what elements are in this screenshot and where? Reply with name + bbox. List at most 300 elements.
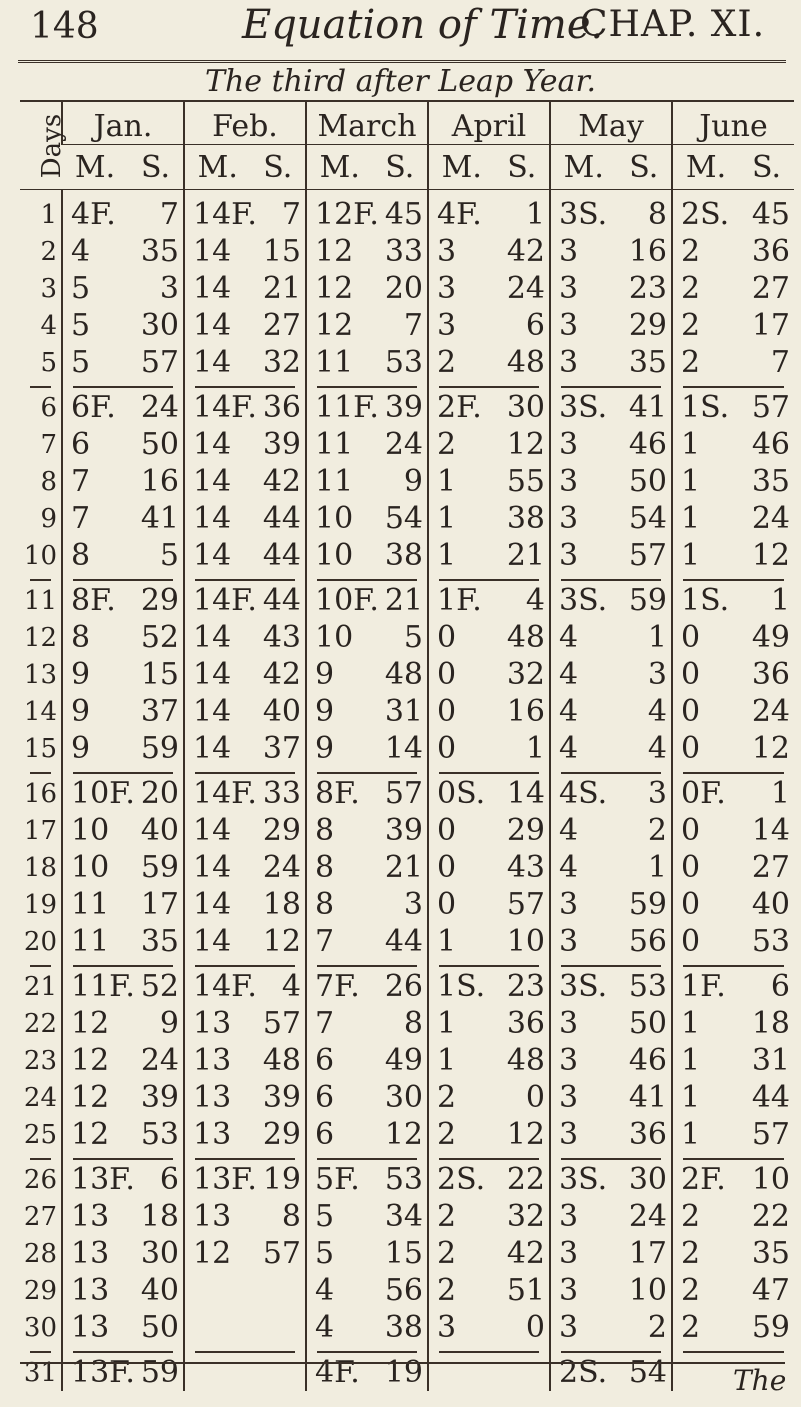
seconds-value: 56 xyxy=(628,924,667,959)
minutes-value: 1 xyxy=(437,538,457,573)
minutes-value: 1F. xyxy=(681,969,726,1004)
seconds-value: 57 xyxy=(384,776,423,811)
minutes-value: 4F. xyxy=(437,197,482,232)
table-cell xyxy=(550,619,672,656)
seconds-value: 41 xyxy=(628,1080,667,1115)
minutes-label: M. xyxy=(441,149,482,185)
minutes-value: 12 xyxy=(315,308,354,343)
table-cell xyxy=(306,923,428,960)
seconds-value: 29 xyxy=(262,1117,301,1152)
seconds-value: 15 xyxy=(262,234,301,269)
table-cell xyxy=(184,233,306,270)
seconds-value: 1 xyxy=(525,731,545,766)
seconds-value: 17 xyxy=(628,1236,667,1271)
seconds-value: 40 xyxy=(140,813,179,848)
day-number: 28 xyxy=(23,1238,57,1269)
minutes-value: 4 xyxy=(315,1310,335,1345)
seconds-value: 48 xyxy=(506,345,545,380)
table-cell xyxy=(672,582,794,619)
equation-table xyxy=(20,100,794,1391)
seconds-value: 14 xyxy=(384,731,423,766)
minutes-value: 14 xyxy=(193,813,232,848)
day-number: 11 xyxy=(23,585,57,616)
month-header: May xyxy=(550,101,672,145)
minutes-value: 1 xyxy=(681,1117,701,1152)
minutes-value: 3 xyxy=(559,271,579,306)
day-column-header xyxy=(20,101,68,190)
table-cell xyxy=(550,849,672,886)
day-number: 5 xyxy=(40,347,57,378)
minutes-value: 11F. xyxy=(71,969,135,1004)
seconds-value: 32 xyxy=(506,1199,545,1234)
table-cell xyxy=(550,463,672,500)
seconds-value: 48 xyxy=(384,657,423,692)
minutes-value: 2 xyxy=(437,1080,457,1115)
table-cell xyxy=(672,307,794,344)
seconds-value: 4 xyxy=(647,694,667,729)
minutes-value: 4 xyxy=(71,234,91,269)
minutes-value: 3 xyxy=(559,1199,579,1234)
table-cell xyxy=(672,389,794,426)
seconds-value: 12 xyxy=(751,731,790,766)
seconds-value: 59 xyxy=(628,583,667,618)
seconds-value: 8 xyxy=(647,197,667,232)
table-cell xyxy=(428,1272,550,1309)
table-row xyxy=(20,923,794,960)
minutes-value: 1S. xyxy=(681,583,730,618)
table-row xyxy=(20,307,794,344)
table-cell xyxy=(550,1005,672,1042)
minutes-seconds-header xyxy=(306,145,428,190)
seconds-value: 48 xyxy=(262,1043,301,1078)
table-cell xyxy=(184,619,306,656)
table-row xyxy=(20,270,794,307)
minutes-value: 4 xyxy=(559,694,579,729)
seconds-value: 31 xyxy=(751,1043,790,1078)
minutes-value: 14 xyxy=(193,887,232,922)
seconds-value: 50 xyxy=(140,427,179,462)
table-cell xyxy=(428,1161,550,1198)
minutes-value: 0 xyxy=(681,620,701,655)
seconds-value: 6 xyxy=(159,1162,179,1197)
table-row xyxy=(20,537,794,574)
table-cell xyxy=(306,849,428,886)
minutes-value: 0 xyxy=(681,850,701,885)
day-number: 22 xyxy=(23,1008,57,1039)
seconds-value: 21 xyxy=(262,271,301,306)
seconds-value: 52 xyxy=(140,620,179,655)
seconds-value: 1 xyxy=(647,850,667,885)
minutes-value: 2 xyxy=(437,345,457,380)
seconds-value: 53 xyxy=(384,1162,423,1197)
minutes-value: 3 xyxy=(559,1117,579,1152)
table-cell xyxy=(428,886,550,923)
minutes-value: 8 xyxy=(315,887,335,922)
seconds-value: 48 xyxy=(506,620,545,655)
table-cell xyxy=(550,1042,672,1079)
minutes-value: 8 xyxy=(71,538,91,573)
table-cell xyxy=(306,656,428,693)
minutes-value: 2F. xyxy=(681,1162,726,1197)
table-cell xyxy=(550,1272,672,1309)
table-cell xyxy=(428,775,550,812)
minutes-value: 3 xyxy=(559,887,579,922)
seconds-value: 51 xyxy=(506,1273,545,1308)
month-header: March xyxy=(306,101,428,145)
table-cell xyxy=(62,619,184,656)
minutes-value: 2 xyxy=(681,1236,701,1271)
seconds-value: 6 xyxy=(770,969,790,1004)
table-cell xyxy=(306,1354,428,1391)
table-cell xyxy=(306,886,428,923)
minutes-value: 9 xyxy=(315,657,335,692)
minutes-value: 1 xyxy=(681,1043,701,1078)
table-cell xyxy=(672,849,794,886)
table-cell xyxy=(550,389,672,426)
minutes-value: 10F. xyxy=(71,776,135,811)
seconds-value: 3 xyxy=(647,657,667,692)
table-cell xyxy=(62,693,184,730)
table-cell xyxy=(306,270,428,307)
minutes-value: 2 xyxy=(437,427,457,462)
minutes-value: 1 xyxy=(681,501,701,536)
seconds-value: 43 xyxy=(262,620,301,655)
table-cell xyxy=(306,344,428,381)
table-cell xyxy=(428,849,550,886)
table-cell xyxy=(62,1116,184,1153)
minutes-value: 4 xyxy=(559,813,579,848)
seconds-value: 36 xyxy=(262,390,301,425)
minutes-value: 14 xyxy=(193,427,232,462)
table-cell xyxy=(184,923,306,960)
minutes-value: 14 xyxy=(193,308,232,343)
minutes-value: 4 xyxy=(559,850,579,885)
minutes-value: 13F. xyxy=(71,1162,135,1197)
table-cell xyxy=(306,233,428,270)
table-row xyxy=(20,886,794,923)
minutes-label: M. xyxy=(563,149,604,185)
table-cell xyxy=(672,1161,794,1198)
table-cell xyxy=(62,344,184,381)
seconds-value: 24 xyxy=(140,1043,179,1078)
table-cell xyxy=(62,1309,184,1346)
table-row xyxy=(20,693,794,730)
seconds-value: 0 xyxy=(525,1080,545,1115)
table-cell xyxy=(428,1354,550,1391)
group-separator xyxy=(20,1153,794,1161)
table-cell xyxy=(306,1198,428,1235)
table-cell xyxy=(62,1042,184,1079)
bottom-rule xyxy=(20,1362,785,1364)
seconds-value: 36 xyxy=(506,1006,545,1041)
table-cell xyxy=(62,463,184,500)
minutes-value: 14 xyxy=(193,620,232,655)
table-row xyxy=(20,775,794,812)
seconds-value: 24 xyxy=(751,501,790,536)
seconds-label: S. xyxy=(141,149,171,185)
table-cell xyxy=(62,307,184,344)
table-cell xyxy=(184,1272,306,1309)
seconds-value: 59 xyxy=(140,731,179,766)
seconds-value: 35 xyxy=(140,924,179,959)
minutes-value: 4S. xyxy=(559,776,608,811)
table-cell xyxy=(672,1005,794,1042)
day-number: 9 xyxy=(40,503,57,534)
day-number: 23 xyxy=(23,1045,57,1076)
table-cell xyxy=(428,344,550,381)
minutes-value: 3 xyxy=(437,234,457,269)
seconds-value: 4 xyxy=(525,583,545,618)
running-head xyxy=(14,0,789,60)
month-header: April xyxy=(428,101,550,145)
table-cell xyxy=(62,1272,184,1309)
page-number: 148 xyxy=(30,6,99,47)
table-row xyxy=(20,196,794,233)
table-cell xyxy=(62,233,184,270)
minutes-value: 0 xyxy=(437,813,457,848)
table-cell xyxy=(428,426,550,463)
seconds-value: 40 xyxy=(262,694,301,729)
seconds-value: 57 xyxy=(751,390,790,425)
minutes-seconds-header xyxy=(62,145,184,190)
minutes-value: 3 xyxy=(559,538,579,573)
table-cell xyxy=(672,656,794,693)
seconds-value: 44 xyxy=(751,1080,790,1115)
seconds-value: 39 xyxy=(140,1080,179,1115)
table-cell xyxy=(184,849,306,886)
seconds-value: 15 xyxy=(140,657,179,692)
seconds-value: 2 xyxy=(647,813,667,848)
table-cell xyxy=(184,537,306,574)
table-row xyxy=(20,730,794,767)
seconds-value: 12 xyxy=(384,1117,423,1152)
table-cell xyxy=(550,812,672,849)
seconds-value: 18 xyxy=(751,1006,790,1041)
table-cell xyxy=(306,582,428,619)
table-cell xyxy=(184,1116,306,1153)
minutes-value: 3 xyxy=(559,427,579,462)
seconds-value: 3 xyxy=(647,776,667,811)
seconds-value: 30 xyxy=(384,1080,423,1115)
table-cell xyxy=(428,1235,550,1272)
seconds-value: 44 xyxy=(262,501,301,536)
minutes-value: 9 xyxy=(71,694,91,729)
seconds-value: 21 xyxy=(384,850,423,885)
seconds-value: 57 xyxy=(628,538,667,573)
minutes-value: 14F. xyxy=(193,583,257,618)
minutes-value: 5 xyxy=(315,1199,335,1234)
table-cell xyxy=(62,656,184,693)
day-number: 10 xyxy=(23,540,57,571)
table-cell xyxy=(184,886,306,923)
seconds-value: 0 xyxy=(525,1310,545,1345)
table-cell xyxy=(672,619,794,656)
table-cell xyxy=(62,849,184,886)
minutes-value: 3 xyxy=(559,1043,579,1078)
seconds-value: 14 xyxy=(751,813,790,848)
seconds-value: 53 xyxy=(140,1117,179,1152)
table-cell xyxy=(306,1235,428,1272)
seconds-value: 19 xyxy=(262,1162,301,1197)
seconds-value: 33 xyxy=(262,776,301,811)
group-separator xyxy=(20,381,794,389)
table-cell xyxy=(306,1272,428,1309)
table-cell xyxy=(306,1042,428,1079)
minutes-value: 14 xyxy=(193,657,232,692)
seconds-value: 9 xyxy=(159,1006,179,1041)
table-cell xyxy=(428,389,550,426)
table-cell xyxy=(550,582,672,619)
seconds-value: 53 xyxy=(384,345,423,380)
seconds-value: 8 xyxy=(281,1199,301,1234)
table-row xyxy=(20,656,794,693)
minutes-value: 14F. xyxy=(193,776,257,811)
minutes-label: M. xyxy=(74,149,116,185)
minutes-value: 0 xyxy=(681,694,701,729)
seconds-value: 57 xyxy=(262,1006,301,1041)
seconds-value: 36 xyxy=(751,234,790,269)
table-row xyxy=(20,344,794,381)
table-cell xyxy=(550,1235,672,1272)
seconds-value: 31 xyxy=(384,694,423,729)
table-row xyxy=(20,389,794,426)
minutes-value: 4 xyxy=(315,1273,335,1308)
table-cell xyxy=(428,1309,550,1346)
table-cell xyxy=(428,270,550,307)
minutes-value: 14F. xyxy=(193,969,257,1004)
seconds-value: 7 xyxy=(159,197,179,232)
minutes-value: 13 xyxy=(71,1199,110,1234)
table-cell xyxy=(306,775,428,812)
seconds-value: 1 xyxy=(525,197,545,232)
seconds-value: 24 xyxy=(140,390,179,425)
table-cell xyxy=(184,196,306,233)
day-number: 16 xyxy=(23,778,57,809)
minutes-value: 13 xyxy=(71,1273,110,1308)
table-row xyxy=(20,233,794,270)
minutes-value: 13 xyxy=(193,1043,232,1078)
minutes-value: 12 xyxy=(71,1080,110,1115)
minutes-value: 1 xyxy=(681,464,701,499)
minutes-value: 7 xyxy=(71,501,91,536)
table-cell xyxy=(428,968,550,1005)
table-cell xyxy=(62,500,184,537)
minutes-value: 12 xyxy=(71,1043,110,1078)
seconds-value: 9 xyxy=(403,464,423,499)
minutes-value: 14 xyxy=(193,464,232,499)
seconds-value: 16 xyxy=(140,464,179,499)
minutes-value: 7F. xyxy=(315,969,360,1004)
table-cell xyxy=(550,656,672,693)
seconds-value: 54 xyxy=(384,501,423,536)
day-number: 25 xyxy=(23,1119,57,1150)
seconds-value: 35 xyxy=(628,345,667,380)
seconds-value: 35 xyxy=(751,464,790,499)
table-cell xyxy=(550,693,672,730)
seconds-value: 4 xyxy=(281,969,301,1004)
minutes-label: M. xyxy=(685,149,727,185)
seconds-value: 40 xyxy=(140,1273,179,1308)
table-cell xyxy=(428,463,550,500)
seconds-value: 39 xyxy=(262,1080,301,1115)
seconds-value: 17 xyxy=(751,308,790,343)
seconds-label: S. xyxy=(385,149,415,185)
minutes-value: 13F. xyxy=(193,1162,257,1197)
minutes-value: 5 xyxy=(71,271,91,306)
seconds-value: 48 xyxy=(506,1043,545,1078)
minutes-value: 3 xyxy=(559,1273,579,1308)
seconds-value: 10 xyxy=(506,924,545,959)
minutes-value: 3 xyxy=(559,501,579,536)
seconds-label: S. xyxy=(752,149,782,185)
minutes-value: 11 xyxy=(315,427,354,462)
seconds-value: 24 xyxy=(506,271,545,306)
minutes-value: 2S. xyxy=(681,197,730,232)
minutes-value: 11 xyxy=(71,887,110,922)
minutes-value: 12F. xyxy=(315,197,379,232)
table-row xyxy=(20,1042,794,1079)
table-cell xyxy=(184,307,306,344)
seconds-value: 30 xyxy=(140,1236,179,1271)
minutes-value: 11F. xyxy=(315,390,379,425)
minutes-value: 1F. xyxy=(437,583,482,618)
table-row xyxy=(20,1354,794,1391)
minutes-value: 4 xyxy=(559,620,579,655)
minutes-value: 13F. xyxy=(71,1355,135,1390)
minutes-value: 3S. xyxy=(559,969,608,1004)
table-row xyxy=(20,1161,794,1198)
day-number: 6 xyxy=(40,392,57,423)
minutes-value: 11 xyxy=(315,345,354,380)
minutes-value: 1 xyxy=(681,1006,701,1041)
table-cell xyxy=(184,389,306,426)
day-number: 15 xyxy=(23,733,57,764)
seconds-value: 37 xyxy=(140,694,179,729)
table-cell xyxy=(184,1005,306,1042)
table-cell xyxy=(672,730,794,767)
seconds-value: 30 xyxy=(140,308,179,343)
minutes-value: 5F. xyxy=(315,1162,360,1197)
table-cell xyxy=(184,270,306,307)
minutes-value: 2 xyxy=(681,345,701,380)
table-cell xyxy=(672,1198,794,1235)
minutes-value: 3 xyxy=(559,1236,579,1271)
table-cell xyxy=(184,426,306,463)
group-separator xyxy=(20,1346,794,1354)
minutes-value: 9 xyxy=(71,731,91,766)
minutes-value: 1S. xyxy=(681,390,730,425)
seconds-value: 41 xyxy=(628,390,667,425)
table-cell xyxy=(184,693,306,730)
minutes-value: 12 xyxy=(315,271,354,306)
table-cell xyxy=(62,1354,184,1391)
minutes-value: 14F. xyxy=(193,390,257,425)
seconds-value: 16 xyxy=(506,694,545,729)
table-cell xyxy=(672,1042,794,1079)
seconds-value: 38 xyxy=(384,1310,423,1345)
seconds-value: 27 xyxy=(262,308,301,343)
minutes-value: 8 xyxy=(315,813,335,848)
minutes-value: 1 xyxy=(681,427,701,462)
minutes-value: 1 xyxy=(437,464,457,499)
minutes-value: 1 xyxy=(681,538,701,573)
minutes-value: 1 xyxy=(437,924,457,959)
minutes-value: 8 xyxy=(315,850,335,885)
minutes-value: 6 xyxy=(315,1043,335,1078)
seconds-value: 29 xyxy=(140,583,179,618)
minutes-value: 3 xyxy=(559,308,579,343)
table-cell xyxy=(550,1079,672,1116)
